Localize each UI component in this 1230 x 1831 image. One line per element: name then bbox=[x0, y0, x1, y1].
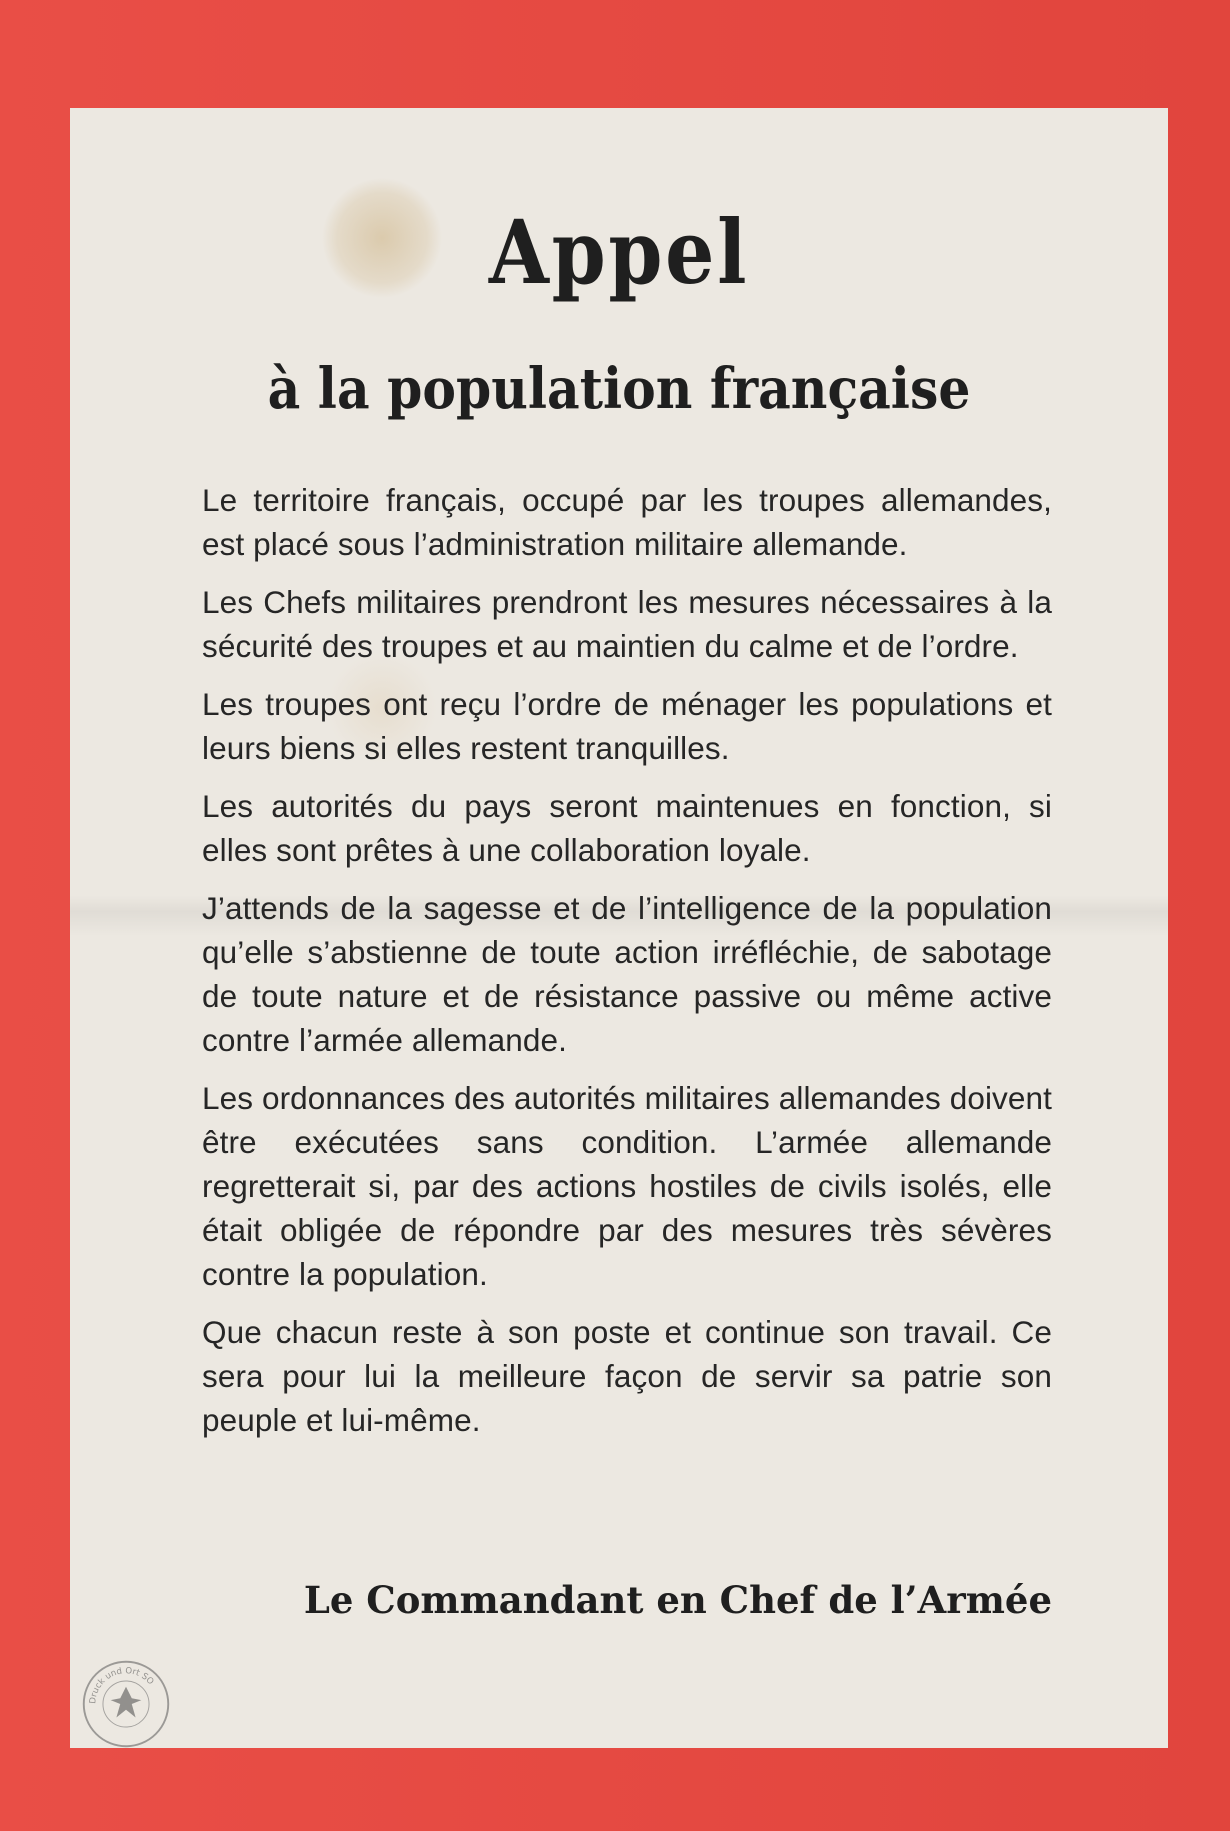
paragraph-ordinances: Les ordonnances des autorités militaires allemandes doivent être exécutées sans condition. L’armée allemande regretterait si, par des actions hostiles de civils isolés, elle était obligée de répondre par des mesures très sévères contre la population. bbox=[202, 1080, 1052, 1292]
paragraph-wisdom: J’attends de la sagesse et de l’intelligence de la population qu’elle s’abstienne de toute action irréfléchie, de sabotage de toute nature et de résistance passive ou même active contre l’armée allemande. bbox=[202, 890, 1052, 1058]
paragraph-military-chiefs: Les Chefs militaires prendront les mesures nécessaires à la sécurité des troupes et au maintien du calme et de l’ordre. bbox=[202, 584, 1052, 664]
signature: Le Commandant en Chef de l’Armée bbox=[303, 1578, 1052, 1622]
paragraph-stay-at-post: Que chacun reste à son poste et continue son travail. Ce sera pour lui la meilleure façon de servir sa patrie son peuple et lui-même. bbox=[202, 1314, 1052, 1438]
paragraph-authorities: Les autorités du pays seront maintenues en fonction, si elles sont prêtes à une collaboration loyale. bbox=[202, 788, 1052, 868]
poster-paper bbox=[70, 108, 1168, 1748]
printer-stamp-seal bbox=[78, 1656, 174, 1752]
poster-subtitle: à la population française bbox=[267, 356, 971, 422]
paragraph-occupation: Le territoire français, occupé par les troupes allemandes, est placé sous l’administration militaire allemande. bbox=[202, 482, 1052, 562]
stamp-text: Druck und Ort SO bbox=[88, 1666, 156, 1705]
paragraph-troops-order: Les troupes ont reçu l’ordre de ménager les populations et leurs biens si elles restent tranquilles. bbox=[202, 686, 1052, 766]
poster-title: Appel bbox=[488, 200, 750, 304]
poster-body bbox=[202, 478, 1052, 1456]
